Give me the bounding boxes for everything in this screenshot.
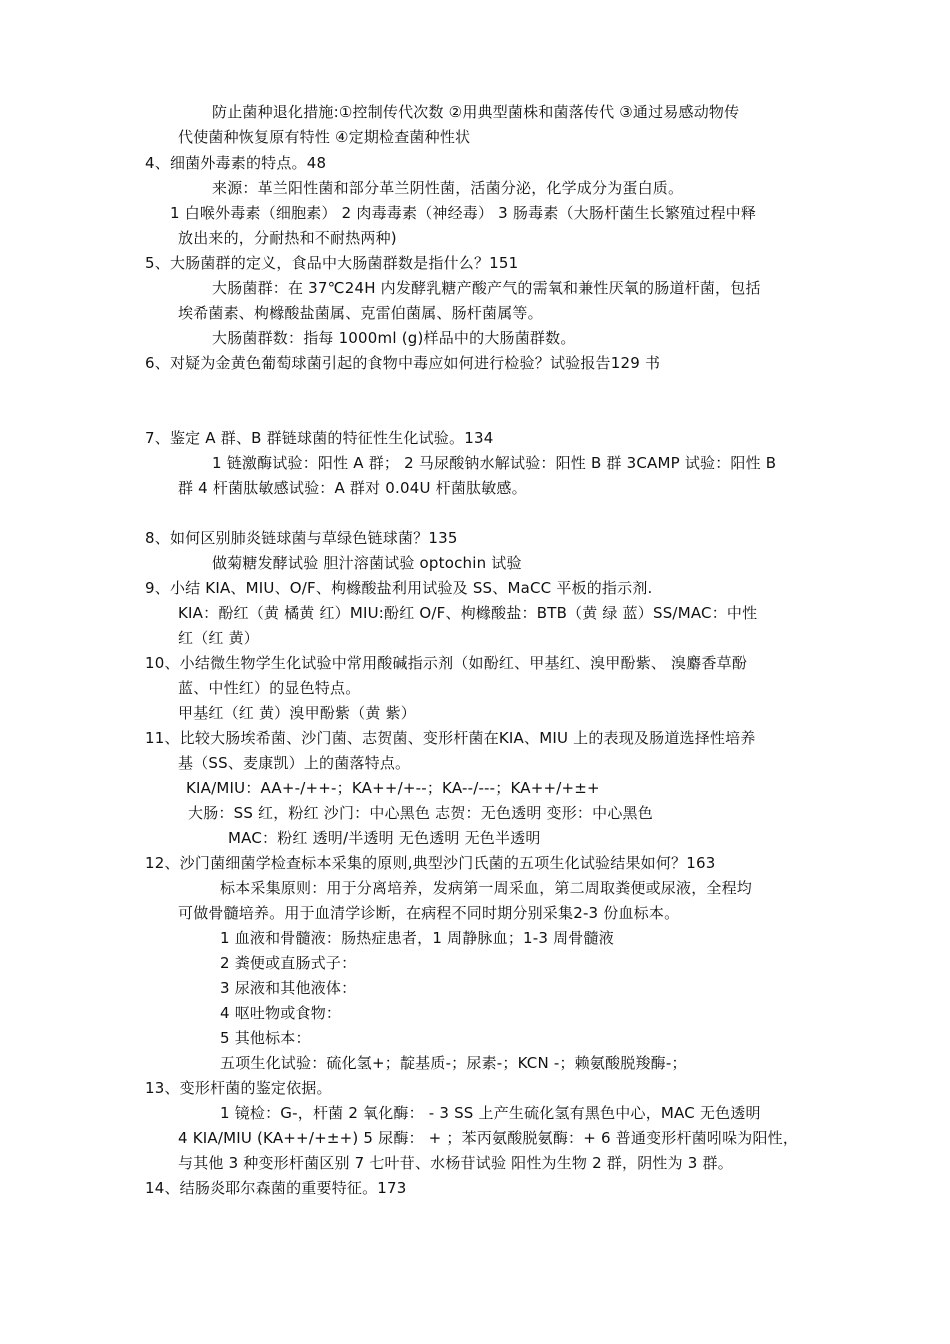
text-line: MAC：粉红 透明/半透明 无色透明 无色半透明 <box>228 829 541 847</box>
text-line: 2 粪便或直肠式子： <box>220 954 357 972</box>
text-line: 五项生化试验：硫化氢+；靛基质-；尿素-；KCN -；赖氨酸脱羧酶-； <box>220 1054 687 1072</box>
question-heading-10: 10、小结微生物学生化试验中常用酸碱指示剂（如酚红、甲基红、溴甲酚紫、 溴麝香草酚 <box>145 654 748 672</box>
text-line: 1 血液和骨髓液：肠热症患者，1 周静脉血；1-3 周骨髓液 <box>220 929 614 947</box>
text-line: 做菊糖发酵试验 胆汁溶菌试验 optochin 试验 <box>212 554 522 572</box>
text-line: 群 4 杆菌肽敏感试验：A 群对 0.04U 杆菌肽敏感。 <box>178 479 527 497</box>
text-line: KIA：酚红（黄 橘黄 红）MIU:酚红 O/F、枸橼酸盐：BTB（黄 绿 蓝）SS/MAC：中性 <box>178 604 758 622</box>
question-heading-12: 12、沙门菌细菌学检查标本采集的原则,典型沙门氏菌的五项生化试验结果如何？163 <box>145 854 716 872</box>
text-line: 代使菌种恢复原有特性 ④定期检查菌种性状 <box>178 128 471 146</box>
text-line: 放出来的，分耐热和不耐热两种) <box>178 229 397 247</box>
text-line: KIA/MIU：AA+-/++-；KA++/+--；KA--/---；KA++/+±+ <box>186 779 600 797</box>
question-heading-5: 5、大肠菌群的定义，食品中大肠菌群数是指什么？151 <box>145 254 519 272</box>
text-line: 与其他 3 种变形杆菌区别 7 七叶苷、水杨苷试验 阳性为生物 2 群，阴性为 3 群。 <box>178 1154 733 1172</box>
text-line: 基（SS、麦康凯）上的菌落特点。 <box>178 754 411 772</box>
question-heading-6: 6、对疑为金黄色葡萄球菌引起的食物中毒应如何进行检验？试验报告129 书 <box>145 354 661 372</box>
text-line: 蓝、中性红）的显色特点。 <box>178 679 361 697</box>
text-line: 4 KIA/MIU (KA++/+±+) 5 尿酶： + ；苯丙氨酸脱氨酶：+ 6 普通变形杆菌吲哚为阳性， <box>178 1129 799 1147</box>
text-line: 标本采集原则：用于分离培养，发病第一周采血，第二周取粪便或尿液，全程均 <box>220 879 753 897</box>
text-line: 1 链激酶试验：阳性 A 群； 2 马尿酸钠水解试验：阳性 B 群 3CAMP 试验：阳性 B <box>212 454 777 472</box>
text-line: 大肠：SS 红，粉红 沙门：中心黑色 志贺：无色透明 变形：中心黑色 <box>188 804 653 822</box>
question-heading-14: 14、结肠炎耶尔森菌的重要特征。173 <box>145 1179 407 1197</box>
text-line: 大肠菌群：在 37℃24H 内发酵乳糖产酸产气的需氧和兼性厌氧的肠道杆菌，包括 <box>212 279 761 297</box>
text-line: 防止菌种退化措施:①控制传代次数 ②用典型菌株和菌落传代 ③通过易感动物传 <box>212 103 740 121</box>
question-heading-4: 4、细菌外毒素的特点。48 <box>145 154 327 172</box>
text-line: 1 镜检：G-，杆菌 2 氧化酶： - 3 SS 上产生硫化氢有黑色中心，MAC 无色透明 <box>220 1104 761 1122</box>
text-line: 大肠菌群数：指每 1000ml (g)样品中的大肠菌群数。 <box>212 329 576 347</box>
text-line: 红（红 黄） <box>178 629 259 647</box>
question-heading-11: 11、比较大肠埃希菌、沙门菌、志贺菌、变形杆菌在KIA、MIU 上的表现及肠道选择性培养 <box>145 729 756 747</box>
text-line: 5 其他标本： <box>220 1029 311 1047</box>
text-line: 来源：革兰阳性菌和部分革兰阴性菌，活菌分泌，化学成分为蛋白质。 <box>212 179 684 197</box>
text-line: 1 白喉外毒素（细胞素） 2 肉毒毒素（神经毒） 3 肠毒素（大肠杆菌生长繁殖过程中释 <box>170 204 757 222</box>
text-line: 4 呕吐物或食物： <box>220 1004 342 1022</box>
question-heading-8: 8、如何区别肺炎链球菌与草绿色链球菌？135 <box>145 529 458 547</box>
text-line: 埃希菌素、枸橼酸盐菌属、克雷伯菌属、肠杆菌属等。 <box>178 304 543 322</box>
question-heading-13: 13、变形杆菌的鉴定依据。 <box>145 1079 332 1097</box>
question-heading-9: 9、小结 KIA、MIU、O/F、枸橼酸盐利用试验及 SS、MaCC 平板的指示剂. <box>145 579 653 597</box>
text-line: 3 尿液和其他液体： <box>220 979 357 997</box>
text-line: 可做骨髓培养。用于血清学诊断，在病程不同时期分别采集2-3 份血标本。 <box>178 904 680 922</box>
question-heading-7: 7、鉴定 A 群、B 群链球菌的特征性生化试验。134 <box>145 429 494 447</box>
text-line: 甲基红（红 黄）溴甲酚紫（黄 紫） <box>178 704 416 722</box>
